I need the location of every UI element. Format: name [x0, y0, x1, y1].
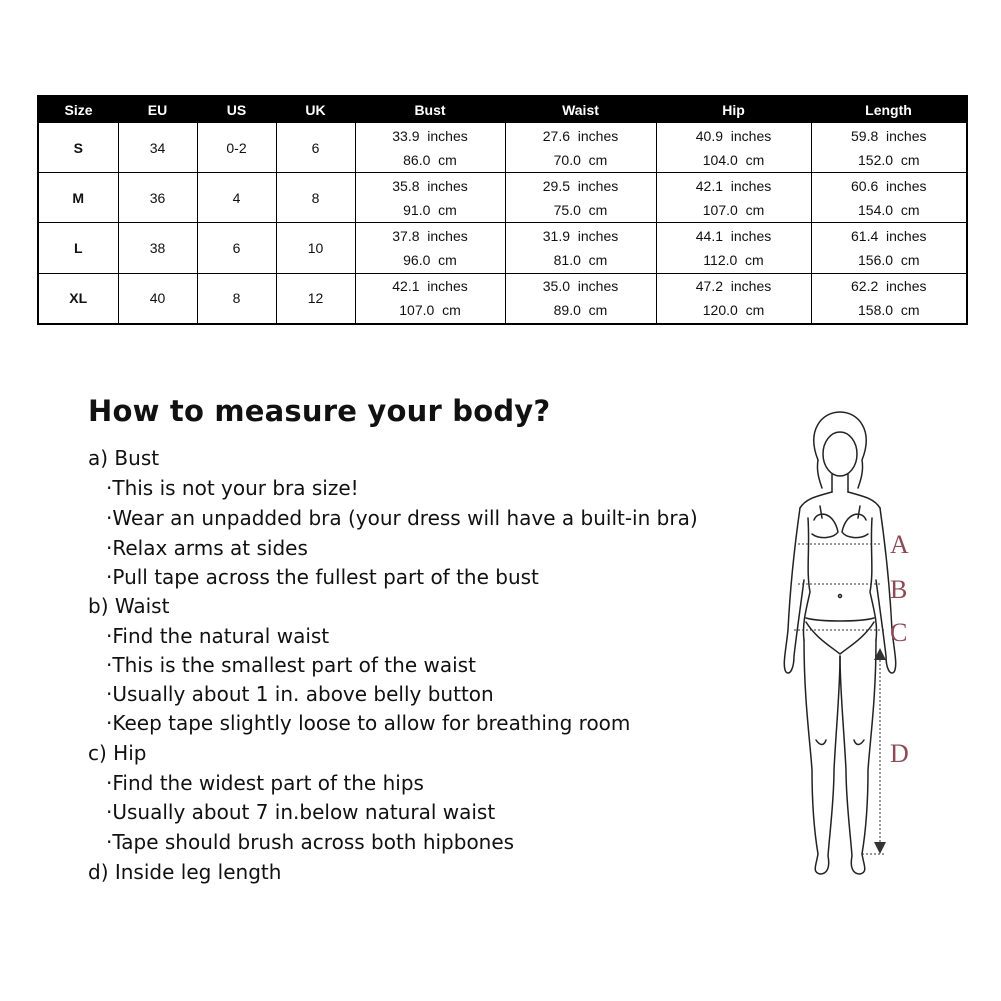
length-cell	[811, 223, 967, 273]
header-waist: Waist	[505, 96, 656, 123]
header-eu: EU	[118, 96, 197, 123]
hip-cm: 112.0 cm	[703, 252, 764, 269]
bullet-text: ·Tape should brush across both hipbones	[106, 830, 515, 854]
hip-cell	[656, 223, 811, 273]
uk-cell: 8	[276, 173, 355, 223]
uk-cell: 6	[276, 123, 355, 173]
hip-inches: 40.9 inches	[695, 127, 772, 144]
bullet-text: ·Find the natural waist	[106, 624, 330, 648]
bullet-text: ·Wear an unpadded bra (your dress will have a built-in bra)	[106, 506, 698, 530]
waist-inches: 27.6 inches	[542, 127, 619, 144]
uk-cell: 10	[276, 223, 355, 273]
table-row	[38, 173, 967, 223]
waist-cell	[505, 223, 656, 273]
waist-inches: 29.5 inches	[542, 177, 619, 194]
size-cell: L	[38, 223, 118, 273]
us-cell: 6	[197, 223, 276, 273]
bullet-text: ·Find the widest part of the hips	[106, 771, 424, 795]
waist-cm: 81.0 cm	[553, 252, 608, 269]
length-cm: 154.0 cm	[858, 201, 920, 218]
bullet-text: ·Usually about 1 in. above belly button	[106, 682, 494, 706]
item-label-hip: c) Hip	[88, 741, 147, 765]
hip-inches: 44.1 inches	[695, 228, 772, 245]
us-cell: 8	[197, 273, 276, 324]
waist-cm: 75.0 cm	[553, 201, 608, 218]
item-label-bust: a) Bust	[88, 446, 160, 470]
header-length: Length	[811, 96, 967, 123]
bust-cell	[355, 173, 505, 223]
bust-cm: 107.0 cm	[399, 302, 461, 319]
table-row	[38, 273, 967, 324]
length-inches: 60.6 inches	[851, 177, 927, 194]
uk-cell: 12	[276, 273, 355, 324]
bust-cm: 96.0 cm	[403, 252, 457, 269]
size-chart-table	[37, 95, 968, 325]
waist-cell	[505, 173, 656, 223]
length-cm: 152.0 cm	[858, 151, 920, 168]
hip-cm: 104.0 cm	[702, 151, 765, 168]
length-inches: 62.2 inches	[851, 278, 927, 295]
bust-cell	[355, 273, 505, 324]
eu-cell: 34	[118, 123, 197, 173]
waist-cm: 70.0 cm	[553, 151, 608, 168]
bust-inches: 33.9 inches	[392, 127, 468, 144]
us-cell: 4	[197, 173, 276, 223]
bust-inches: 35.8 inches	[392, 177, 468, 194]
body-measurement-figure	[760, 410, 930, 890]
table-row	[38, 123, 967, 173]
us-cell: 0-2	[197, 123, 276, 173]
header-bust: Bust	[355, 96, 505, 123]
header-us: US	[197, 96, 276, 123]
table-header-row	[38, 96, 967, 123]
length-inches: 61.4 inches	[851, 228, 927, 245]
size-cell: XL	[38, 273, 118, 324]
waist-cell	[505, 273, 656, 324]
eu-cell: 36	[118, 173, 197, 223]
hip-cell	[656, 173, 811, 223]
bust-cm: 86.0 cm	[403, 151, 457, 168]
waist-inches: 31.9 inches	[542, 228, 619, 245]
hip-cell	[656, 273, 811, 324]
waist-inches: 35.0 inches	[542, 278, 619, 295]
item-label-waist: b) Waist	[88, 594, 170, 618]
waist-cell	[505, 123, 656, 173]
hip-inches: 42.1 inches	[695, 177, 772, 194]
item-label-inside-leg: d) Inside leg length	[88, 860, 282, 884]
bust-inches: 37.8 inches	[392, 228, 468, 245]
bust-cell	[355, 223, 505, 273]
header-hip: Hip	[656, 96, 811, 123]
hip-inches: 47.2 inches	[695, 278, 772, 295]
bullet-text: ·Relax arms at sides	[106, 536, 308, 560]
bust-inches: 42.1 inches	[392, 278, 468, 295]
length-cell	[811, 173, 967, 223]
bullet-text: ·Pull tape across the fullest part of the bust	[106, 565, 539, 589]
table-row	[38, 223, 967, 273]
label-c: C	[890, 618, 908, 647]
bullet-text: ·This is the smallest part of the waist	[106, 653, 476, 677]
length-cell	[811, 123, 967, 173]
label-b: B	[890, 575, 908, 604]
length-cm: 156.0 cm	[858, 252, 920, 269]
bullet-text: ·Keep tape slightly loose to allow for breathing room	[106, 711, 631, 735]
measure-title: How to measure your body?	[88, 394, 551, 428]
label-d: D	[890, 739, 909, 768]
eu-cell: 38	[118, 223, 197, 273]
label-a: A	[890, 530, 909, 559]
hip-cm: 120.0 cm	[702, 302, 765, 319]
header-uk: UK	[276, 96, 355, 123]
length-inches: 59.8 inches	[851, 127, 927, 144]
body-outline	[784, 412, 895, 874]
hip-cell	[656, 123, 811, 173]
hip-cm: 107.0 cm	[702, 201, 765, 218]
waist-cm: 89.0 cm	[553, 302, 608, 319]
length-cm: 158.0 cm	[858, 302, 920, 319]
bust-cm: 91.0 cm	[403, 201, 457, 218]
size-cell: M	[38, 173, 118, 223]
header-size: Size	[38, 96, 118, 123]
bullet-text: ·Usually about 7 in.below natural waist	[106, 800, 496, 824]
length-cell	[811, 273, 967, 324]
bust-cell	[355, 123, 505, 173]
measure-guide	[68, 380, 768, 900]
eu-cell: 40	[118, 273, 197, 324]
size-cell: S	[38, 123, 118, 173]
bullet-text: ·This is not your bra size!	[106, 476, 359, 500]
